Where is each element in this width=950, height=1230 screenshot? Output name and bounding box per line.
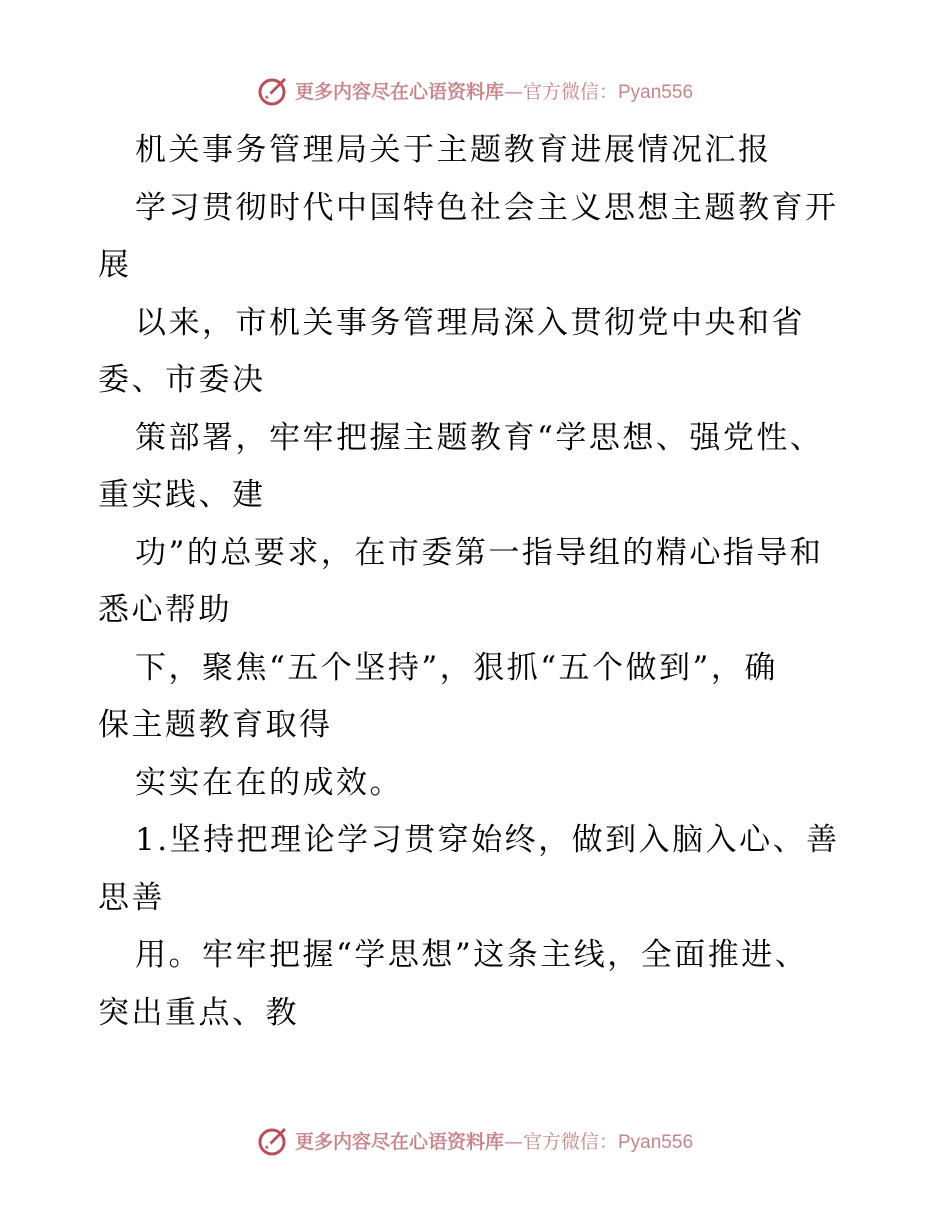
footer-brand: 更多内容尽在心语资料库 xyxy=(294,1130,504,1153)
footer-banner xyxy=(0,1120,950,1160)
quill-seal-icon xyxy=(257,1123,291,1157)
paragraph-line: 功”的总要求，在市委第一指导组的精心指导和 xyxy=(135,534,824,571)
document-body xyxy=(98,122,858,1042)
paragraph-line: 悉心帮助 xyxy=(98,592,232,628)
paragraph-line: 下，聚焦“五个坚持”，狠抓“五个做到”，确 xyxy=(135,649,778,686)
footer-official-label: 官方微信： xyxy=(522,1130,618,1153)
header-wechat-id: Pyan556 xyxy=(618,81,694,103)
footer-dash: — xyxy=(503,1130,523,1153)
footer-banner-text xyxy=(295,1127,693,1154)
header-banner-text xyxy=(295,77,693,104)
paragraph-line: 重实践、建 xyxy=(98,477,266,513)
paragraph-line: 1.坚持把理论学习贯穿始终，做到入脑入心、善 xyxy=(135,822,840,858)
quill-seal-icon xyxy=(257,73,291,107)
header-banner xyxy=(0,70,950,110)
paragraph-line: 展 xyxy=(98,247,132,283)
paragraph-line: 以来，市机关事务管理局深入贯彻党中央和省 xyxy=(135,304,805,341)
paragraph-line: 实实在在的成效。 xyxy=(135,764,403,801)
paragraph-line: 突出重点、教 xyxy=(98,994,299,1031)
document-title: 机关事务管理局关于主题教育进展情况汇报 xyxy=(135,132,772,168)
paragraph-line: 用。牢牢把握“学思想”这条主线，全面推进、 xyxy=(135,937,809,973)
header-brand: 更多内容尽在心语资料库 xyxy=(294,80,504,103)
paragraph-line: 学习贯彻时代中国特色社会主义思想主题教育开 xyxy=(135,189,839,226)
paragraph-line: 保主题教育取得 xyxy=(98,707,333,743)
paragraph-line: 思善 xyxy=(98,879,165,916)
paragraph-line: 策部署，牢牢把握主题教育“学思想、强党性、 xyxy=(135,419,824,456)
header-official-label: 官方微信： xyxy=(522,80,618,103)
header-dash: — xyxy=(503,80,523,103)
paragraph-line: 委、市委决 xyxy=(98,362,266,398)
footer-wechat-id: Pyan556 xyxy=(618,1131,694,1153)
